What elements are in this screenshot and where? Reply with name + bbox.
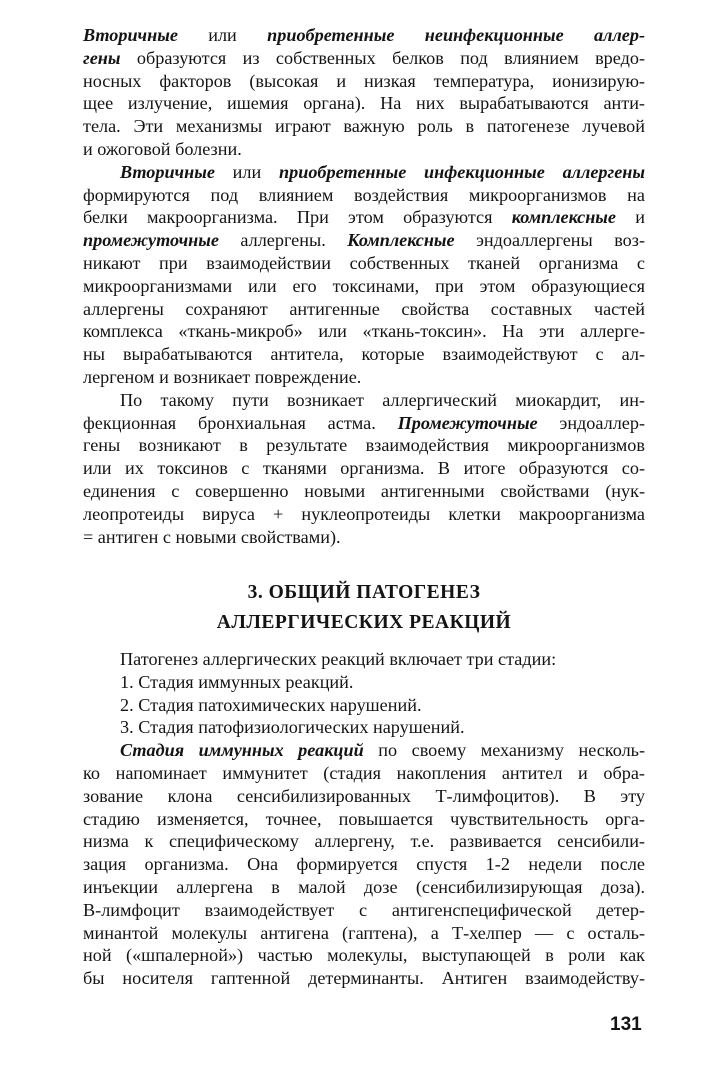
text-line: белки макроорганизма. При этом образуются комплексные и: [83, 207, 645, 228]
stage-list-item: 2. Стадия патохимических нарушений.: [120, 694, 422, 715]
text-line: аллергены сохраняют антигенные свойства составных частей: [83, 298, 645, 319]
text-line: бы носителя гаптенной детерминанты. Антиген взаимодейству-: [83, 968, 645, 989]
text-line: По такому пути возникает аллергический миокардит, ин-: [120, 389, 645, 410]
text-line: зование клона сенсибилизированных Т-лимфоцитов). В эту: [83, 785, 645, 806]
text-line: В-лимфоцит взаимодействует с антигенспецифической детер-: [83, 899, 645, 920]
stage-list-item: 3. Стадия патофизиологических нарушений.: [120, 717, 465, 738]
text-line: стадию изменяется, точнее, повышается чувствительность орга-: [83, 808, 645, 829]
section-upper-text: [83, 24, 645, 548]
text-line: единения с совершенно новыми антигенными свойствами (нук-: [83, 480, 645, 501]
heading-line-1: 3. ОБЩИЙ ПАТОГЕНЕЗ: [247, 582, 481, 603]
text-line: носных факторов (высокая и низкая температура, ионизирую-: [83, 70, 645, 91]
text-line: леопротеиды вируса + нуклеопротеиды клетки макроорганизма: [83, 503, 645, 524]
text-line: = антиген с новыми свойствами).: [83, 526, 341, 547]
text-line: лергеном и возникает повреждение.: [83, 366, 362, 387]
section-heading: [83, 578, 645, 638]
stage-list-item: 1. Стадия иммунных реакций.: [120, 671, 354, 692]
paragraph-myocarditis-example: [83, 389, 645, 549]
section-lower-text: [83, 648, 645, 990]
text-line: Вторичные или приобретенные инфекционные аллергены: [120, 161, 645, 182]
text-line: никают при взаимодействии собственных тканей организма с: [83, 252, 645, 273]
heading-line-2: АЛЛЕРГИЧЕСКИХ РЕАКЦИЙ: [216, 612, 512, 633]
text-line: микроорганизмами или его токсинами, при этом образующиеся: [83, 275, 645, 296]
text-line: ко напоминает иммунитет (стадия накопления антител и обра-: [83, 762, 645, 783]
stages-intro: Патогенез аллергических реакций включает три стадии:: [120, 649, 557, 669]
text-line: фекционная бронхиальная астма. Промежуточные эндоаллер-: [83, 412, 646, 433]
text-line: промежуточные аллергены. Комплексные эндоаллергены воз-: [83, 230, 646, 251]
page-number: 131: [610, 1014, 642, 1035]
text-line: инъекции аллергена в малой дозе (сенсибилизирующая доза).: [83, 876, 645, 897]
text-line: комплекса «ткань-микроб» или «ткань-токсин». На эти аллерге-: [83, 321, 645, 342]
text-line: минантой молекулы антигена (гаптена), а Т-хелпер — с осталь-: [83, 922, 645, 943]
paragraph-infectious-allergens: [83, 161, 645, 389]
text-line: ны вырабатываются антитела, которые взаимодействуют с ал-: [83, 344, 645, 365]
text-line: Вторичные или приобретенные неинфекционные аллер-: [83, 25, 645, 45]
text-line: и ожоговой болезни.: [83, 138, 242, 159]
text-line: низма к специфическому аллергену, т.е. развивается сенсибили-: [83, 831, 645, 852]
text-line: гены возникают в результате взаимодействия микроорганизмов: [83, 435, 645, 456]
text-line: гены образуются из собственных белков под влиянием вредо-: [83, 47, 645, 68]
text-line: зация организма. Она формируется спустя 1-2 недели после: [83, 854, 645, 875]
text-line: тела. Эти механизмы играют важную роль в патогенезе лучевой: [83, 116, 645, 137]
text-line: ной («шпалерной») частью молекулы, выступающей в роли как: [83, 945, 645, 966]
text-line: формируются под влиянием воздействия микроорганизмов на: [83, 184, 645, 205]
text-line: щее излучение, ишемия органа). На них вырабатываются анти-: [83, 93, 645, 114]
text-line: или их токсинов с тканями организма. В итоге образуются со-: [83, 458, 645, 479]
paragraph-immune-stage: [83, 739, 645, 990]
text-line: Стадия иммунных реакций по своему механизму несколь-: [120, 740, 645, 761]
paragraph-noninfectious-allergens: [83, 24, 645, 161]
